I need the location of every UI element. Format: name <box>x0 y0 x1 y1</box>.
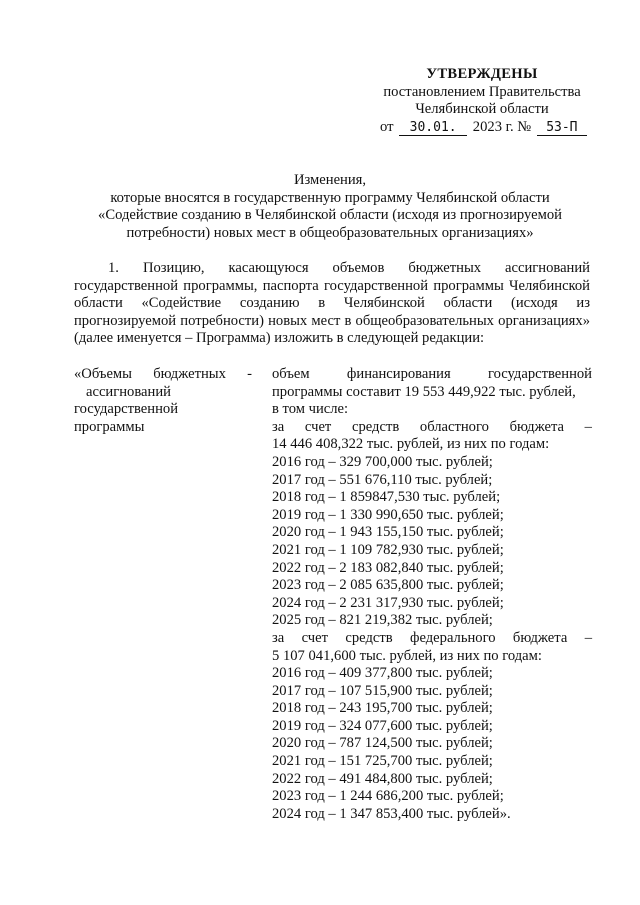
document-heading <box>70 172 590 242</box>
heading-line-1: Изменения, <box>293 172 367 188</box>
left-label-line-4: программы <box>74 418 145 435</box>
intro-text: 1. Позицию, касающуюся объемов бюджетных ассигнований государственной программы, паспорта государственной программы Челябинской области «Содействие созданию в Челябинской области (исходя из прогнозируемой потребности) новых мест в общеобразовательных организациях» (далее именуется – Программа) изложить в следующей редакции: <box>74 260 590 347</box>
federal-word-2: счет <box>301 629 329 646</box>
intro-paragraph <box>74 260 590 348</box>
federal-line-2: 5 107 041,600 тыс. рублей, из них по годам: <box>272 647 542 664</box>
federal-year-row: 2022 год – 491 484,800 тыс. рублей; <box>272 770 493 787</box>
total-word-3: государственной <box>487 366 592 382</box>
approval-block <box>372 66 592 136</box>
left-label-line-1 <box>74 366 252 384</box>
date-prefix: от <box>380 118 394 135</box>
federal-word-4: федерального <box>410 629 496 646</box>
total-line-3: в том числе: <box>272 401 349 418</box>
left-word-1: «Объемы <box>74 366 132 382</box>
regional-year-row: 2022 год – 2 183 082,840 тыс. рублей; <box>272 559 504 576</box>
left-word-3: - <box>247 366 252 382</box>
regional-line-2: 14 446 408,322 тыс. рублей, из них по годам: <box>272 436 550 453</box>
federal-year-row: 2021 год – 151 725,700 тыс. рублей; <box>272 753 493 770</box>
regional-year-row: 2018 год – 1 859847,530 тыс. рублей; <box>272 489 501 506</box>
total-line-1 <box>272 366 592 384</box>
left-label-line-2: ассигнований <box>86 383 171 400</box>
regional-word-5: бюджета <box>509 418 564 435</box>
regional-word-3: средств <box>351 418 400 435</box>
federal-word-1: за <box>272 629 285 646</box>
regional-word-1: за <box>272 418 285 435</box>
left-label-line-3: государственной <box>74 401 179 418</box>
federal-year-row: 2024 год – 1 347 853,400 тыс. рублей». <box>272 805 511 822</box>
approval-line-2: Челябинской области <box>415 101 549 118</box>
regional-word-4: областного <box>419 418 489 435</box>
regional-word-2: счет <box>304 418 332 435</box>
approval-title: УТВЕРЖДЕНЫ <box>426 66 538 82</box>
heading-line-2: которые вносятся в государственную программу Челябинской области <box>110 189 550 206</box>
regional-year-row: 2025 год – 821 219,382 тыс. рублей; <box>272 612 493 629</box>
regional-year-row: 2020 год – 1 943 155,150 тыс. рублей; <box>272 524 504 541</box>
heading-line-4: потребности) новых мест в общеобразовательных организациях» <box>126 224 534 241</box>
regional-word-6: – <box>584 418 592 435</box>
federal-line-1 <box>272 630 592 648</box>
total-word-2: финансирования <box>346 366 451 382</box>
heading-line-3: «Содействие созданию в Челябинской области (исходя из прогнозируемой <box>98 207 562 224</box>
federal-year-row: 2023 год – 1 244 686,200 тыс. рублей; <box>272 788 504 805</box>
year-text: 2023 г. № <box>472 118 532 135</box>
number-field: 53-П <box>537 120 587 136</box>
regional-year-row: 2021 год – 1 109 782,930 тыс. рублей; <box>272 541 504 558</box>
federal-word-3: средств <box>345 629 393 646</box>
federal-year-row: 2019 год – 324 077,600 тыс. рублей; <box>272 717 493 734</box>
federal-year-row: 2017 год – 107 515,900 тыс. рублей; <box>272 682 493 699</box>
regional-year-row: 2019 год – 1 330 990,650 тыс. рублей; <box>272 506 504 523</box>
regional-year-row: 2016 год – 329 700,000 тыс. рублей; <box>272 453 493 470</box>
approval-line-1: постановлением Правительства <box>383 83 581 100</box>
federal-year-row: 2018 год – 243 195,700 тыс. рублей; <box>272 700 493 717</box>
date-field: 30.01. <box>399 120 467 136</box>
federal-word-6: – <box>584 629 592 646</box>
regional-year-row: 2017 год – 551 676,110 тыс. рублей; <box>272 471 493 488</box>
regional-year-row: 2024 год – 2 231 317,930 тыс. рублей; <box>272 594 504 611</box>
total-word-1: объем <box>272 366 310 382</box>
federal-year-row: 2016 год – 409 377,800 тыс. рублей; <box>272 665 493 682</box>
left-word-2: бюджетных <box>153 366 226 382</box>
approval-date-line <box>372 119 592 137</box>
total-line-2: программы составит 19 553 449,922 тыс. рублей, <box>272 383 576 400</box>
regional-year-row: 2023 год – 2 085 635,800 тыс. рублей; <box>272 577 504 594</box>
regional-line-1 <box>272 419 592 437</box>
table-right-cell <box>272 366 592 823</box>
table-left-cell <box>74 366 252 436</box>
federal-year-row: 2020 год – 787 124,500 тыс. рублей; <box>272 735 493 752</box>
federal-word-5: бюджета <box>512 629 568 646</box>
